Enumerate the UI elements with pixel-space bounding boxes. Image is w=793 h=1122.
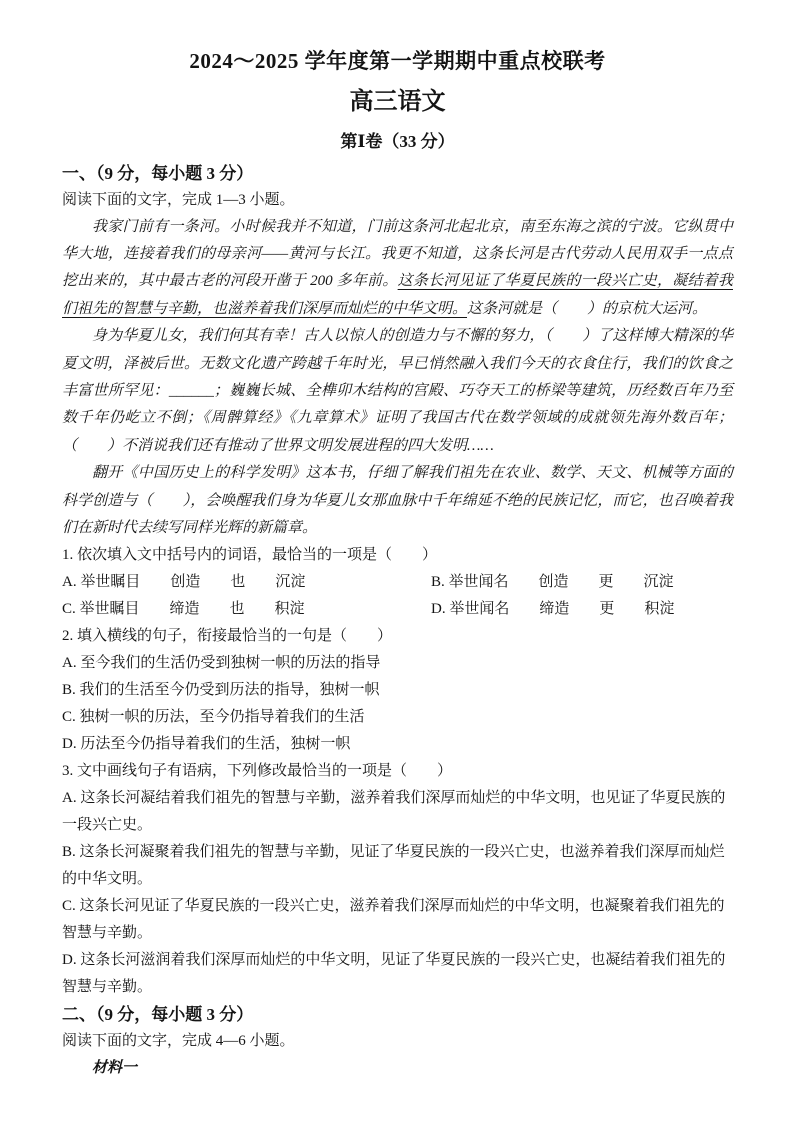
underlined-sentence: 这条长河见证了华夏民族的一段兴亡史，凝结着我们祖先的智慧与辛勤，也滋养着我们深厚而灿烂的中华文明。 [62,273,733,317]
exam-title: 2024～2025 学年度第一学期期中重点校联考 [189,49,606,73]
question-3-option-d: D. 这条长河滋润着我们深厚而灿烂的中华文明，见证了华夏民族的一段兴亡史，也凝结着我们祖先的智慧与辛勤。 [62,952,726,996]
question-1-stem: 1. 依次填入文中括号内的词语，最恰当的一项是（ ） [62,547,438,564]
question-1-option-d: D. 举世闻名 缔造 更 积淀 [431,601,675,618]
question-1-option-b: B. 举世闻名 创造 更 沉淀 [431,574,674,591]
part-title: 第Ⅰ卷（33 分） [340,132,455,152]
passage-paragraph-2: 身为华夏儿女，我们何其有幸！古人以惊人的创造力与不懈的努力，（ ）了这样博大精深的华夏文明，泽被后世。无数文化遗产跨越千年时光，早已悄然融入我们今天的衣食住行，我们的饮食之丰富世所罕见：______；巍巍长城、全榫卯木结构的宫殿、巧夺天工的桥梁等建筑，历经数百年乃至数千年仍屹立不倒；《周髀算经》《九章算术》证明了我国古代在数学领域的成就领先海外数百年；（ ）不消说我们还有推动了世界文明发展进程的四大发明…… [62,328,733,454]
passage-paragraph-1 [62,214,733,324]
question-3-option-b: B. 这条长河凝聚着我们祖先的智慧与辛勤，见证了华夏民族的一段兴亡史，也滋养着我们深厚而灿烂的中华文明。 [62,844,725,888]
question-1-option-c: C. 举世瞩目 缔造 也 积淀 [62,601,305,618]
section-two-instruction: 阅读下面的文字，完成 4—6 小题。 [62,1033,295,1050]
question-2-option-a: A. 至今我们的生活仍受到独树一帜的历法的指导 [62,655,381,672]
question-1-options [62,569,733,623]
subject-title: 高三语文 [349,89,446,116]
question-2-stem: 2. 填入横线的句子，衔接最恰当的一句是（ ） [62,628,393,645]
question-2-option-b: B. 我们的生活至今仍受到历法的指导，独树一帜 [62,682,380,699]
paragraph-1-tail: 这条河就是（ ）的京杭大运河。 [467,300,708,317]
passage-paragraph-3: 翻开《中国历史上的科学发明》这本书，仔细了解我们祖先在农业、数学、天文、机械等方面的科学创造与（ ），会唤醒我们身为华夏儿女那血脉中千年绵延不绝的民族记忆，而它，也召唤着我们在新时代去续写同样光辉的新篇章。 [62,465,733,536]
question-2-option-d: D. 历法至今仍指导着我们的生活，独树一帜 [62,736,351,753]
question-2-option-c: C. 独树一帜的历法，至今仍指导着我们的生活 [62,709,365,726]
section-two-heading: 二、（9 分，每小题 3 分） [62,1005,254,1025]
question-3-option-c: C. 这条长河见证了华夏民族的一段兴亡史，滋养着我们深厚而灿烂的中华文明，也凝聚着我们祖先的智慧与辛勤。 [62,898,725,942]
question-3-option-a: A. 这条长河凝结着我们祖先的智慧与辛勤，滋养着我们深厚而灿烂的中华文明，也见证了华夏民族的一段兴亡史。 [62,790,726,834]
section-one-heading: 一、（9 分，每小题 3 分） [62,163,254,183]
material-one-label: 材料一 [92,1060,138,1077]
section-one-instruction: 阅读下面的文字，完成 1—3 小题。 [62,191,295,208]
question-3-stem: 3. 文中画线句子有语病，下列修改最恰当的一项是（ ） [62,763,453,780]
question-1-option-a: A. 举世瞩目 创造 也 沉淀 [62,574,306,591]
paragraph-1-text: 我家门前有一条河。小时候我并不知道，门前这条河北起北京，南至东海之滨的宁波。它纵贯中华大地，连接着我们的母亲河——黄河与长江。我更不知道，这条长河是古代劳动人民用双手一点点挖出来的，其中最古老的河段开凿于 200 多年前。 [62,218,733,290]
